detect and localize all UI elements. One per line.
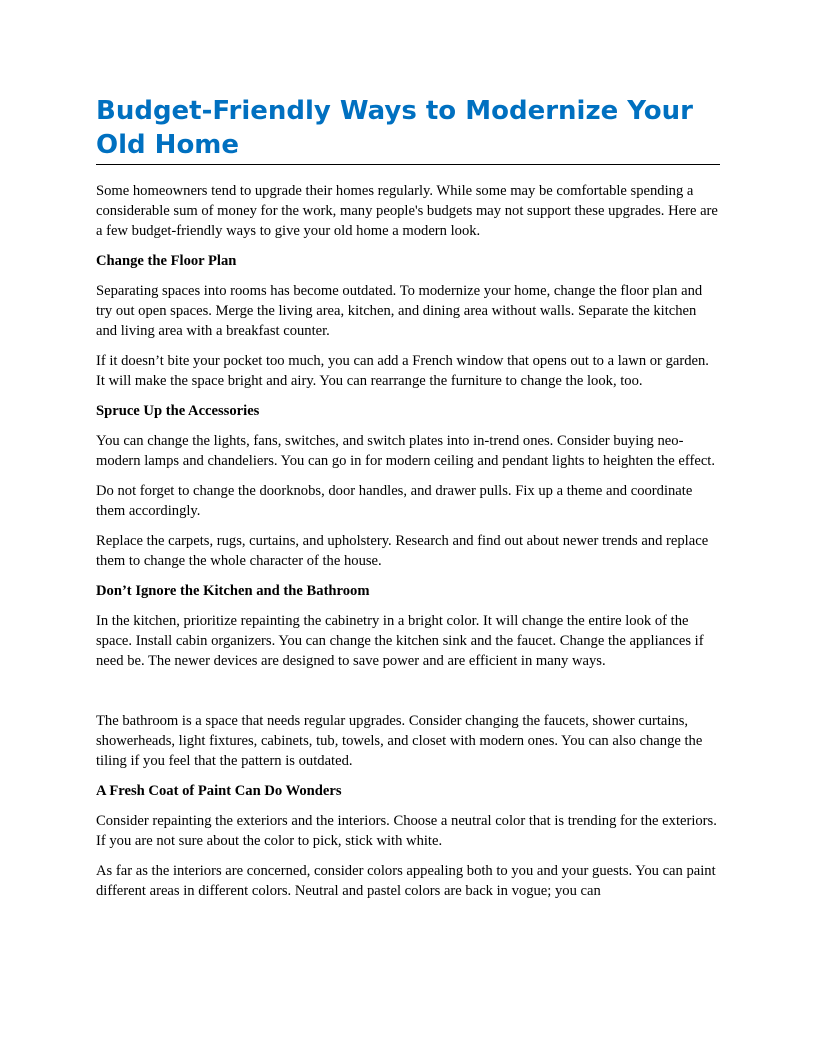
section-paragraph: You can change the lights, fans, switches, and switch plates into in-trend ones. Consider buying neo-modern lamps and chandeliers. You can go in for modern ceiling and pendant lights to heighten the effect. bbox=[96, 433, 715, 469]
section-heading-kitchen-bathroom: Don’t Ignore the Kitchen and the Bathroom bbox=[96, 583, 370, 599]
intro-paragraph: Some homeowners tend to upgrade their homes regularly. While some may be comfortable spending a considerable sum of money for the work, many people's budgets may not support these upgrades. Here are a few budget-friendly ways to give your old home a modern look. bbox=[96, 183, 718, 239]
section-paragraph: Separating spaces into rooms has become outdated. To modernize your home, change the floor plan and try out open spaces. Merge the living area, kitchen, and dining area without walls. Separate the kitchen and living area with a breakfast counter. bbox=[96, 283, 703, 339]
section-paragraph: As far as the interiors are concerned, consider colors appealing both to you and your guests. You can paint different areas in different colors. Neutral and pastel colors are back in vogue; you can bbox=[96, 863, 716, 899]
section-paragraph: Consider repainting the exteriors and the interiors. Choose a neutral color that is trending for the exteriors. If you are not sure about the color to pick, stick with white. bbox=[96, 813, 717, 849]
section-heading-accessories: Spruce Up the Accessories bbox=[96, 403, 260, 419]
section-paragraph: In the kitchen, prioritize repainting the cabinetry in a bright color. It will change the entire look of the space. Install cabin organizers. You can change the kitchen sink and the faucet. Change the appliances if need be. The newer devices are designed to save power and are efficient in many ways. bbox=[96, 613, 704, 669]
section-heading-floor-plan: Change the Floor Plan bbox=[96, 253, 237, 269]
section-paragraph: If it doesn’t bite your pocket too much, you can add a French window that opens out to a lawn or garden. It will make the space bright and airy. You can rearrange the furniture to change the look, too. bbox=[96, 353, 709, 389]
section-paragraph: Do not forget to change the doorknobs, door handles, and drawer pulls. Fix up a theme and coordinate them accordingly. bbox=[96, 483, 693, 519]
section-heading-paint: A Fresh Coat of Paint Can Do Wonders bbox=[96, 783, 342, 799]
section-paragraph: The bathroom is a space that needs regular upgrades. Consider changing the faucets, shower curtains, showerheads, light fixtures, cabinets, tub, towels, and closet with modern ones. You can also change the tiling if you feel that the pattern is outdated. bbox=[96, 713, 703, 769]
section-paragraph: Replace the carpets, rugs, curtains, and upholstery. Research and find out about newer trends and replace them to change the whole character of the house. bbox=[96, 533, 709, 569]
document-title: Budget-Friendly Ways to Modernize Your Old Home bbox=[96, 94, 720, 165]
blank-line bbox=[96, 681, 720, 711]
document-page bbox=[96, 94, 720, 911]
